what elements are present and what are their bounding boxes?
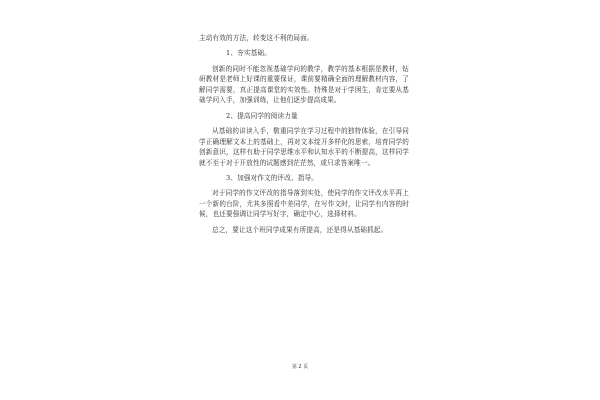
paragraph-conclusion: 总之，要让这个班同学成果有所提高，还是得从基础抓起。 bbox=[212, 225, 388, 234]
section-heading-2: 2、提高同学的阅读力量 bbox=[226, 111, 298, 120]
document-body bbox=[199, 33, 409, 240]
section-heading-1: 1、夯实基础。 bbox=[226, 49, 271, 58]
page-number: 第 2 页 bbox=[291, 364, 309, 370]
paragraph-section-1: 创新的同时不能忽视基础学问的教学，教学的基本根据是教材，钻研教材是老师上好课的重要保证，课前要精确全面的理解教材内容，了解同学需要，真正提高课堂的实效性。特殊是对于学困生，肯定要从基础学问入手，加强训练，让他们逐步提高成果。 bbox=[199, 64, 409, 105]
paragraph-intro-continuation: 主动有效的方法，转变这不利的局面。 bbox=[199, 34, 314, 42]
paragraph-section-2: 从基础的讲读入手，敬重同学在学习过程中的独特体验，在引导同学正确理解文本上的基础上，再对文本绽开多样化的思索，培育同学的创新意识，这样有助于同学思维水平和认知水平的不断提高，这样同学就不至于对于开放性的试题感到茫茫然，或只求答案唯一。 bbox=[199, 126, 409, 167]
section-heading-3: 3、加强对作文的评改、指导。 bbox=[226, 173, 319, 182]
paragraph-section-3: 对于同学的作文评改的指导落到实处，使同学的作文评改水平再上一个新的台阶，尤其多照看中差同学，在写作文时，让同学有内容的时候，也还要强调让同学写好字，确定中心，选择材料。 bbox=[199, 189, 409, 219]
